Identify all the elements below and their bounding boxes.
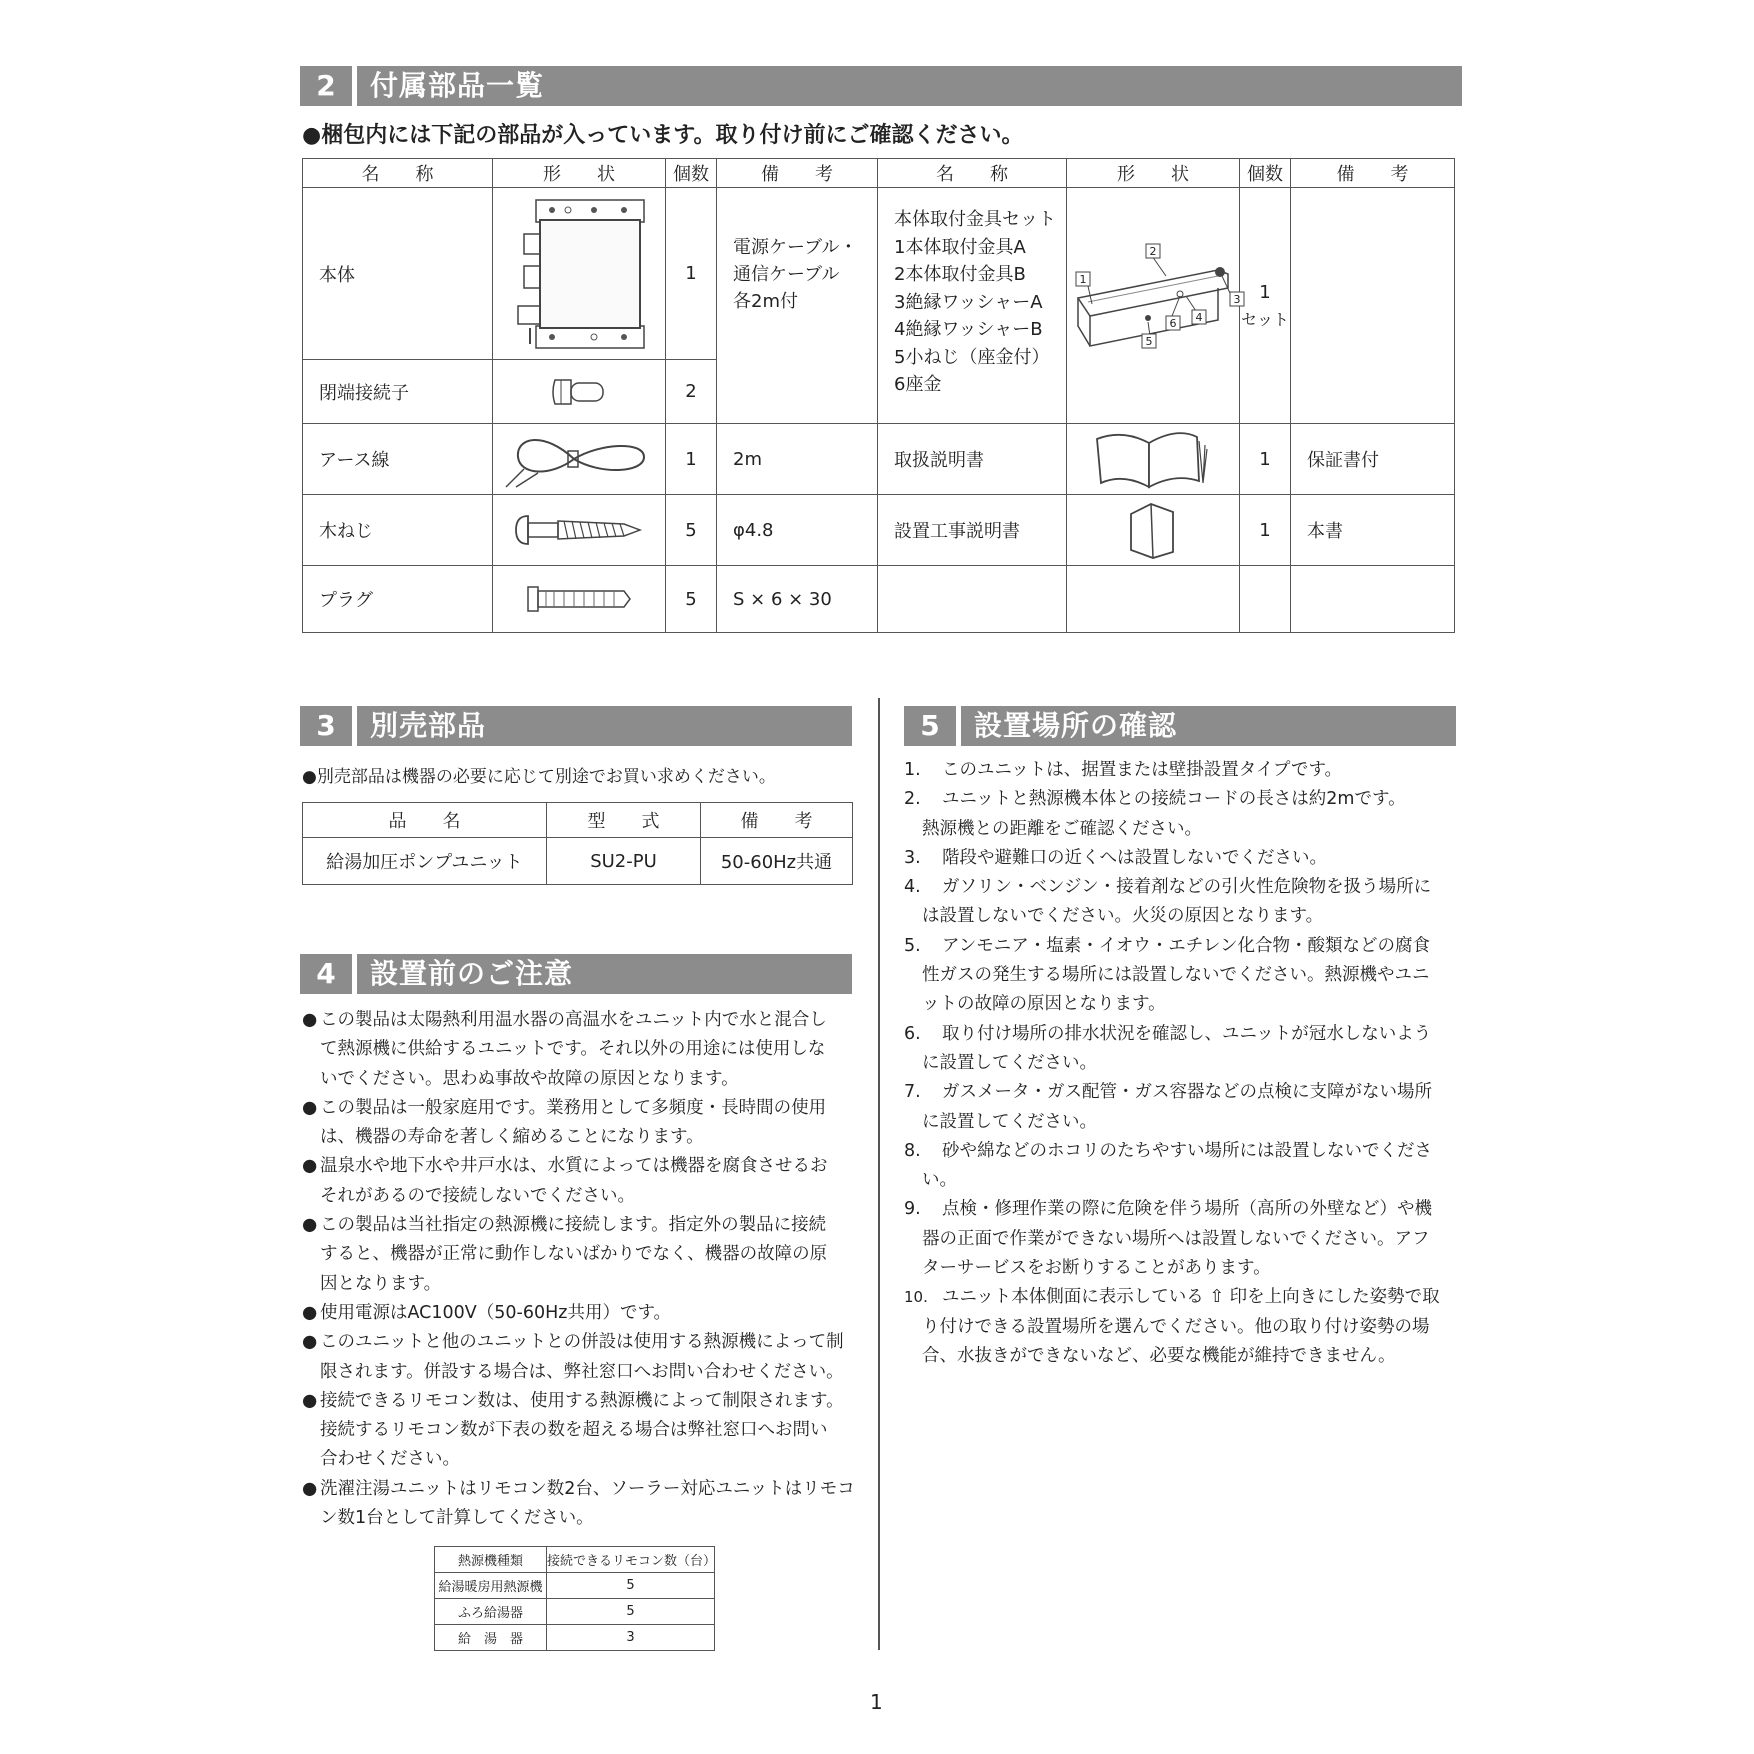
earth-wire-icon [504,429,654,489]
install-guide-remarks: 本書 [1291,495,1455,566]
section-title: 別売部品 [370,709,487,742]
bracket-name: 本体取付金具セット [894,209,1056,230]
header-remote-count: 接続できるリモコン数（台） [547,1547,715,1573]
header-shape: 形 状 [493,159,666,188]
list-item: ● このユニットと他のユニットとの併設は使用する熱源機によって制 限されます。併設する場合は、弊社窓口へお問い合わせください。 [302,1328,862,1387]
header-remarks-2: 備 考 [1291,159,1455,188]
item-name: プラグ [303,566,493,633]
list-item: 7. ガスメータ・ガス配管・ガス容器などの点検に支障がない場所 に設置してください。 [904,1082,1432,1132]
header-name: 品 名 [303,803,547,838]
list-item: ● この製品は太陽熱利用温水器の高温水をユニット内で水と混合し て熱源機に供給するユニットです。それ以外の用途には使用しな いでください。思わぬ事故や故障の原因となります。 [302,1006,862,1094]
table-row: ふろ給湯器 5 [435,1599,715,1625]
divider [352,706,357,746]
header-qty-2: 個数 [1240,159,1291,188]
item-qty: 1 [666,424,717,495]
section-number: 4 [316,957,336,990]
item-remarks: S × 6 × 30 [717,566,878,633]
item-remarks: φ4.8 [717,495,878,566]
bullet: ● [302,1478,318,1499]
list-item: ● 接続できるリモコン数は、使用する熱源機によって制限されます。 接続するリモコン数が下表の数を超える場合は弊社窓口へお問い 合わせください。 [302,1387,862,1475]
column-divider [878,698,880,1650]
item-qty: 1 [666,188,717,360]
accessories-table [302,158,1455,633]
manual-book-icon [1093,427,1213,491]
table-row [303,188,1455,360]
list-item: 3. 階段や避難口の近くへは設置しないでください。 [904,847,1327,868]
item-qty: 2 [666,360,717,424]
list-item: 8. 砂や綿などのホコリのたちやすい場所には設置しないでくださ い。 [904,1140,1432,1191]
callout-6: 6 [1169,316,1177,330]
bullet: ● [302,1390,318,1411]
section-3-note: ●別売部品は機器の必要に応じて別途でお買い求めください。 [302,767,776,787]
manual-qty: 1 [1240,424,1291,495]
header-qty: 個数 [666,159,717,188]
section-number: 3 [316,709,336,742]
section-4-header [300,954,852,994]
manual-name: 取扱説明書 [878,424,1067,495]
divider [352,66,357,106]
bracket-part-1: 1本体取付金具A [894,236,1026,258]
precautions-list [302,1006,862,1533]
list-item: ● この製品は一般家庭用です。業務用として多頻度・長時間の使用 は、機器の寿命を著しく縮めることになります。 [302,1094,862,1153]
list-item: 6. 取り付け場所の排水状況を確認し、ユニットが冠水しないよう に設置してください。 [904,1023,1432,1073]
callout-4: 4 [1195,310,1203,324]
callout-3: 3 [1233,292,1241,306]
install-guide-qty: 1 [1240,495,1291,566]
part-type: SU2-PU [547,838,701,885]
item-remarks-line: 電源ケーブル・ [733,236,858,258]
bracket-unit: セット [1240,309,1289,329]
list-item: ● 温泉水や地下水や井戸水は、水質によっては機器を腐食させるお それがあるので接続しないでください。 [302,1152,862,1211]
bracket-part-4: 4絶縁ワッシャーB [894,319,1043,340]
list-item: 9. 点検・修理作業の際に危険を伴う場所（高所の外壁など）や機 器の正面で作業ができない場所へは設置しないでください。アフ ターサービスをお断りすることがあります。 [904,1199,1432,1279]
header-name: 名 称 [303,159,493,188]
wall-plug-icon [524,579,634,619]
item-name: 閉端接続子 [303,360,493,424]
callout-2: 2 [1149,244,1157,258]
item-remarks-line: 各2m付 [733,290,798,312]
list-item: 10. ユニット本体側面に表示している ⇧ 印を上向きにした姿勢で取 り付けできる設置場所を選んでください。他の取り付け姿勢の場 合、水抜きができないなど、必要な機能が維持できません。 [904,1287,1440,1366]
table-row [303,424,1455,495]
callout-1: 1 [1079,272,1087,286]
item-remarks-line: 通信ケーブル [733,263,840,285]
list-item: 4. ガソリン・ベンジン・接着剤などの引火性危険物を扱う場所に は設置しないでください。火災の原因となります。 [904,877,1432,927]
install-guide-icon [1123,500,1183,560]
header-name-2: 名 称 [878,159,1067,188]
bullet: ● [302,1332,318,1353]
remote-count-table [434,1546,715,1651]
part-name: 給湯加圧ポンプユニット [303,838,547,885]
table-row [303,495,1455,566]
bullet: ● [302,1097,318,1118]
table-row [303,566,1455,633]
divider [956,706,961,746]
list-item: ● 使用電源はAC100V（50-60Hz共用）です。 [302,1299,862,1328]
unit-body-icon [504,194,654,354]
section-number: 2 [316,69,336,102]
list-item: 2. ユニットと熱源機本体との接続コードの長さは約2mです。 熱源機との距離をご確認ください。 [904,789,1406,839]
table-row: 給湯暖房用熱源機 5 [435,1573,715,1599]
mounting-bracket-icon [1068,244,1241,366]
table-row: 給 湯 器 3 [435,1625,715,1651]
header-remarks: 備 考 [717,159,878,188]
bracket-part-5: 5小ねじ（座金付） [894,346,1050,368]
section-2-header [300,66,1462,106]
header-heat-source: 熱源機種類 [435,1547,547,1573]
header-shape-2: 形 状 [1067,159,1240,188]
optional-parts-table [302,802,853,885]
bracket-part-3: 3絶縁ワッシャーA [894,291,1043,313]
bracket-qty: 1 [1259,281,1271,303]
item-remarks: 2m [717,424,878,495]
closed-end-connector-icon [549,372,609,412]
part-remarks: 50-60Hz共通 [701,838,853,885]
table-header-row [303,159,1455,188]
section-2-lead: ●梱包内には下記の部品が入っています。取り付け前にご確認ください。 [302,123,1024,148]
wood-screw-icon [514,510,644,550]
header-type: 型 式 [547,803,701,838]
bullet: ● [302,1010,318,1030]
section-number: 5 [920,709,940,742]
page-number: 1 [870,1690,883,1714]
bullet: ● [302,1302,318,1323]
manual-remarks: 保証書付 [1291,424,1455,495]
item-qty: 5 [666,495,717,566]
location-checklist [904,756,1474,1371]
divider [352,954,357,994]
header-remarks: 備 考 [701,803,853,838]
list-item: ● この製品は当社指定の熱源機に接続します。指定外の製品に接続 すると、機器が正常に動作しないばかりでなく、機器の故障の原 因となります。 [302,1211,862,1299]
section-title: 付属部品一覧 [370,69,545,102]
bullet: ● [302,1156,318,1177]
list-item: 5. アンモニア・塩素・イオウ・エチレン化合物・酸類などの腐食 性ガスの発生する場所には設置しないでください。熱源機やユニ ットの故障の原因となります。 [904,935,1430,1015]
bracket-part-6: 6座金 [894,374,942,395]
section-title: 設置前のご注意 [370,957,574,990]
table-row [303,838,853,885]
list-item: 1. このユニットは、据置または壁掛設置タイプです。 [904,760,1343,780]
callout-5: 5 [1145,334,1153,348]
section-title: 設置場所の確認 [974,709,1178,742]
bullet: ● [302,1215,318,1236]
item-qty: 5 [666,566,717,633]
item-name: 本体 [303,188,493,360]
section-3-header [300,706,852,746]
item-name: 木ねじ [303,495,493,566]
bracket-part-2: 2本体取付金具B [894,264,1026,285]
section-5-header [904,706,1456,746]
list-item: ● 洗濯注湯ユニットはリモコン数2台、ソーラー対応ユニットはリモコ ン数1台として計算してください。 [302,1475,862,1534]
item-name: アース線 [303,424,493,495]
install-guide-name: 設置工事説明書 [878,495,1067,566]
